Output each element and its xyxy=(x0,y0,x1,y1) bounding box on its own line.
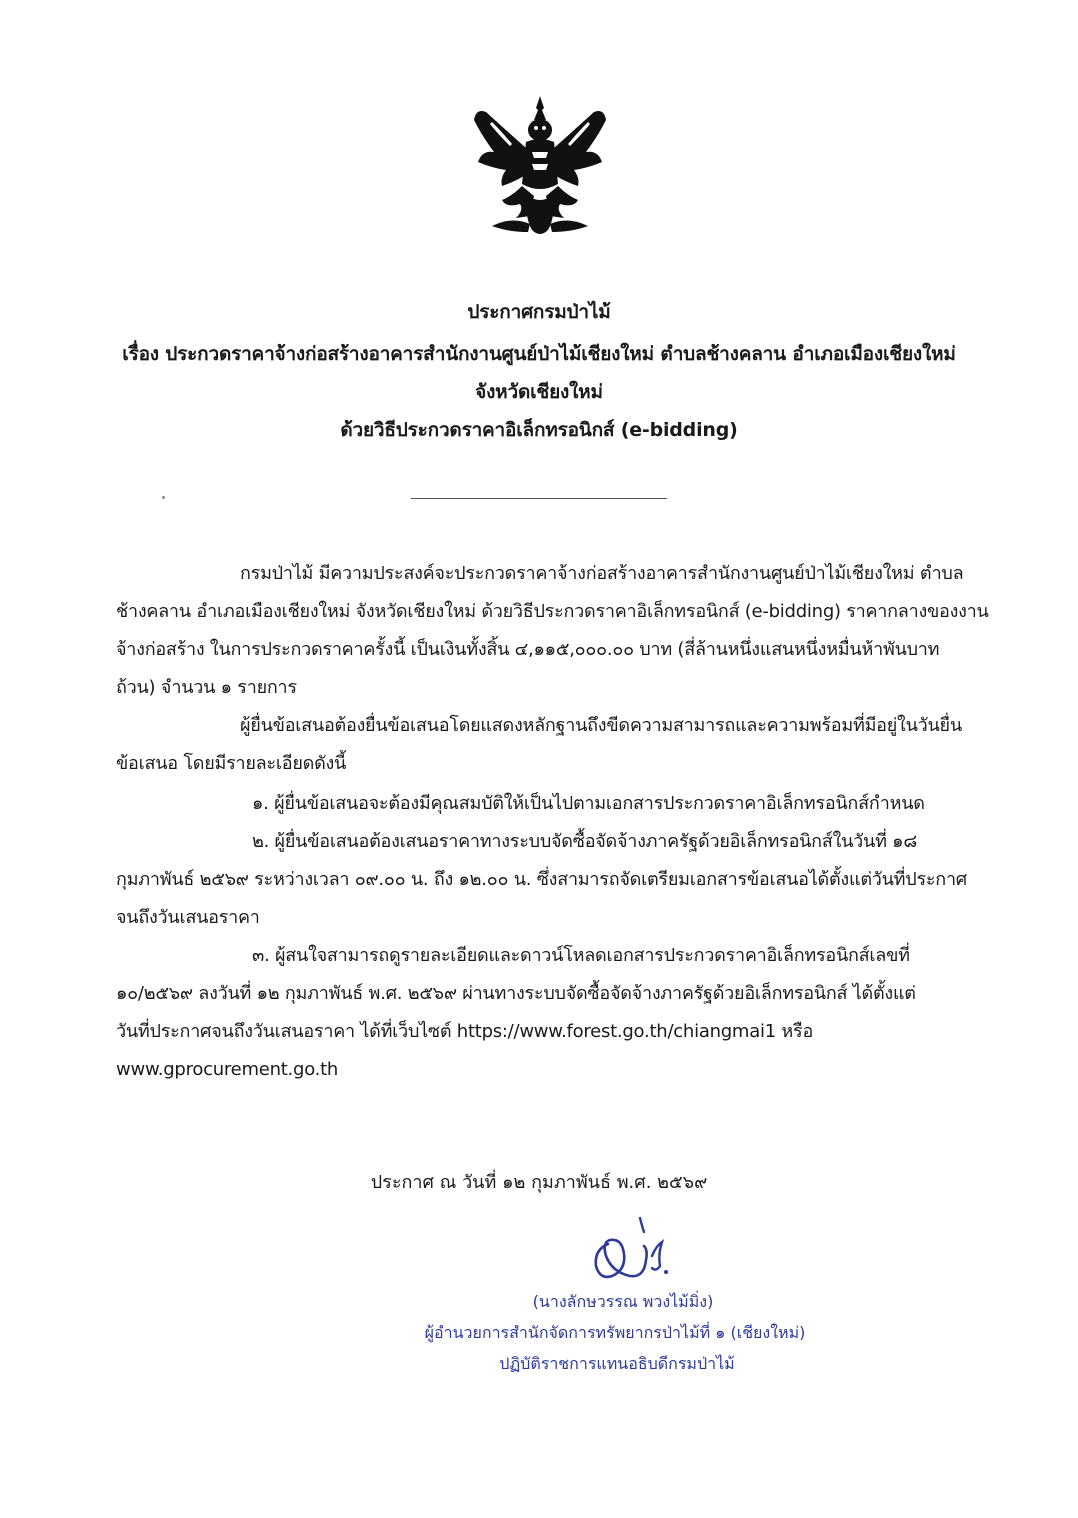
paragraph-1-line-1: กรมป่าไม้ มีความประสงค์จะประกวดราคาจ้างก่อสร้างอาคารสำนักงานศูนย์ป่าไม้เชียงใหม่ ตำบล xyxy=(240,563,964,584)
paragraph-1-line-2: ช้างคลาน อำเภอเมืองเชียงใหม่ จังหวัดเชียงใหม่ ด้วยวิธีประกวดราคาอิเล็กทรอนิกส์ (e-bidding) ราคากลางของงาน xyxy=(116,601,989,622)
subject-method: ด้วยวิธีประกวดราคาอิเล็กทรอนิกส์ (e-bidding) xyxy=(340,419,738,441)
signer-name: (นางลักษวรรณ พวงไม้มิ่ง) xyxy=(532,1292,714,1311)
item-3-website: www.gprocurement.go.th xyxy=(116,1059,339,1080)
title-divider xyxy=(411,498,667,499)
item-3-line-2: ๑๐/๒๕๖๙ ลงวันที่ ๑๒ กุมภาพันธ์ พ.ศ. ๒๕๖๙ ผ่านทางระบบจัดซื้อจัดจ้างภาครัฐด้วยอิเล็กทรอนิกส์ ได้ตั้งแต่ xyxy=(116,983,916,1004)
garuda-emblem-icon xyxy=(472,92,608,242)
item-3-line-3: วันที่ประกาศจนถึงวันเสนอราคา ได้ที่เว็บไซต์ https://www.forest.go.th/chiangmai1 หรือ xyxy=(116,1021,814,1042)
signer-position: ผู้อำนวยการสำนักจัดการทรัพยากรป่าไม้ที่ ๑ (เชียงใหม่) xyxy=(424,1323,806,1342)
item-1: ๑. ผู้ยื่นข้อเสนอจะต้องมีคุณสมบัติให้เป็นไปตามเอกสารประกวดราคาอิเล็กทรอนิกส์กำหนด xyxy=(252,793,925,814)
paragraph-2-line-2: ข้อเสนอ โดยมีรายละเอียดดังนี้ xyxy=(116,753,347,774)
paragraph-1-line-4: ถ้วน) จำนวน ๑ รายการ xyxy=(116,677,297,698)
item-2-line-1: ๒. ผู้ยื่นข้อเสนอต้องเสนอราคาทางระบบจัดซื้อจัดจ้างภาครัฐด้วยอิเล็กทรอนิกส์ในวันที่ ๑๘ xyxy=(252,831,917,852)
item-2-line-2: กุมภาพันธ์ ๒๕๖๙ ระหว่างเวลา ๐๙.๐๐ น. ถึง ๑๒.๐๐ น. ซึ่งสามารถจัดเตรียมเอกสารข้อเสนอได้ตั้งแต่วันที่ประกาศ xyxy=(116,869,967,890)
announcement-date: ประกาศ ณ วันที่ ๑๒ กุมภาพันธ์ พ.ศ. ๒๕๖๙ xyxy=(370,1172,708,1193)
handwritten-signature xyxy=(586,1216,678,1288)
acting-on-behalf: ปฏิบัติราชการแทนอธิบดีกรมป่าไม้ xyxy=(499,1354,735,1373)
scan-speck xyxy=(162,496,165,499)
subject-line: เรื่อง ประกวดราคาจ้างก่อสร้างอาคารสำนักงานศูนย์ป่าไม้เชียงใหม่ ตำบลช้างคลาน อำเภอเมืองเชียงใหม่ xyxy=(122,343,956,365)
item-2-line-3: จนถึงวันเสนอราคา xyxy=(116,907,260,928)
paragraph-2-line-1: ผู้ยื่นข้อเสนอต้องยื่นข้อเสนอโดยแสดงหลักฐานถึงขีดความสามารถและความพร้อมที่มีอยู่ในวันยื่น xyxy=(240,715,962,736)
document-title: ประกาศกรมป่าไม้ xyxy=(467,301,611,323)
paragraph-1-line-3: จ้างก่อสร้าง ในการประกวดราคาครั้งนี้ เป็นเงินทั้งสิ้น ๔,๑๑๕,๐๐๐.๐๐ บาท (สี่ล้านหนึ่งแสนหนึ่งหมื่นห้าพันบาท xyxy=(116,639,940,660)
subject-line-province: จังหวัดเชียงใหม่ xyxy=(475,381,603,403)
item-3-line-1: ๓. ผู้สนใจสามารถดูรายละเอียดและดาวน์โหลดเอกสารประกวดราคาอิเล็กทรอนิกส์เลขที่ xyxy=(252,945,910,966)
